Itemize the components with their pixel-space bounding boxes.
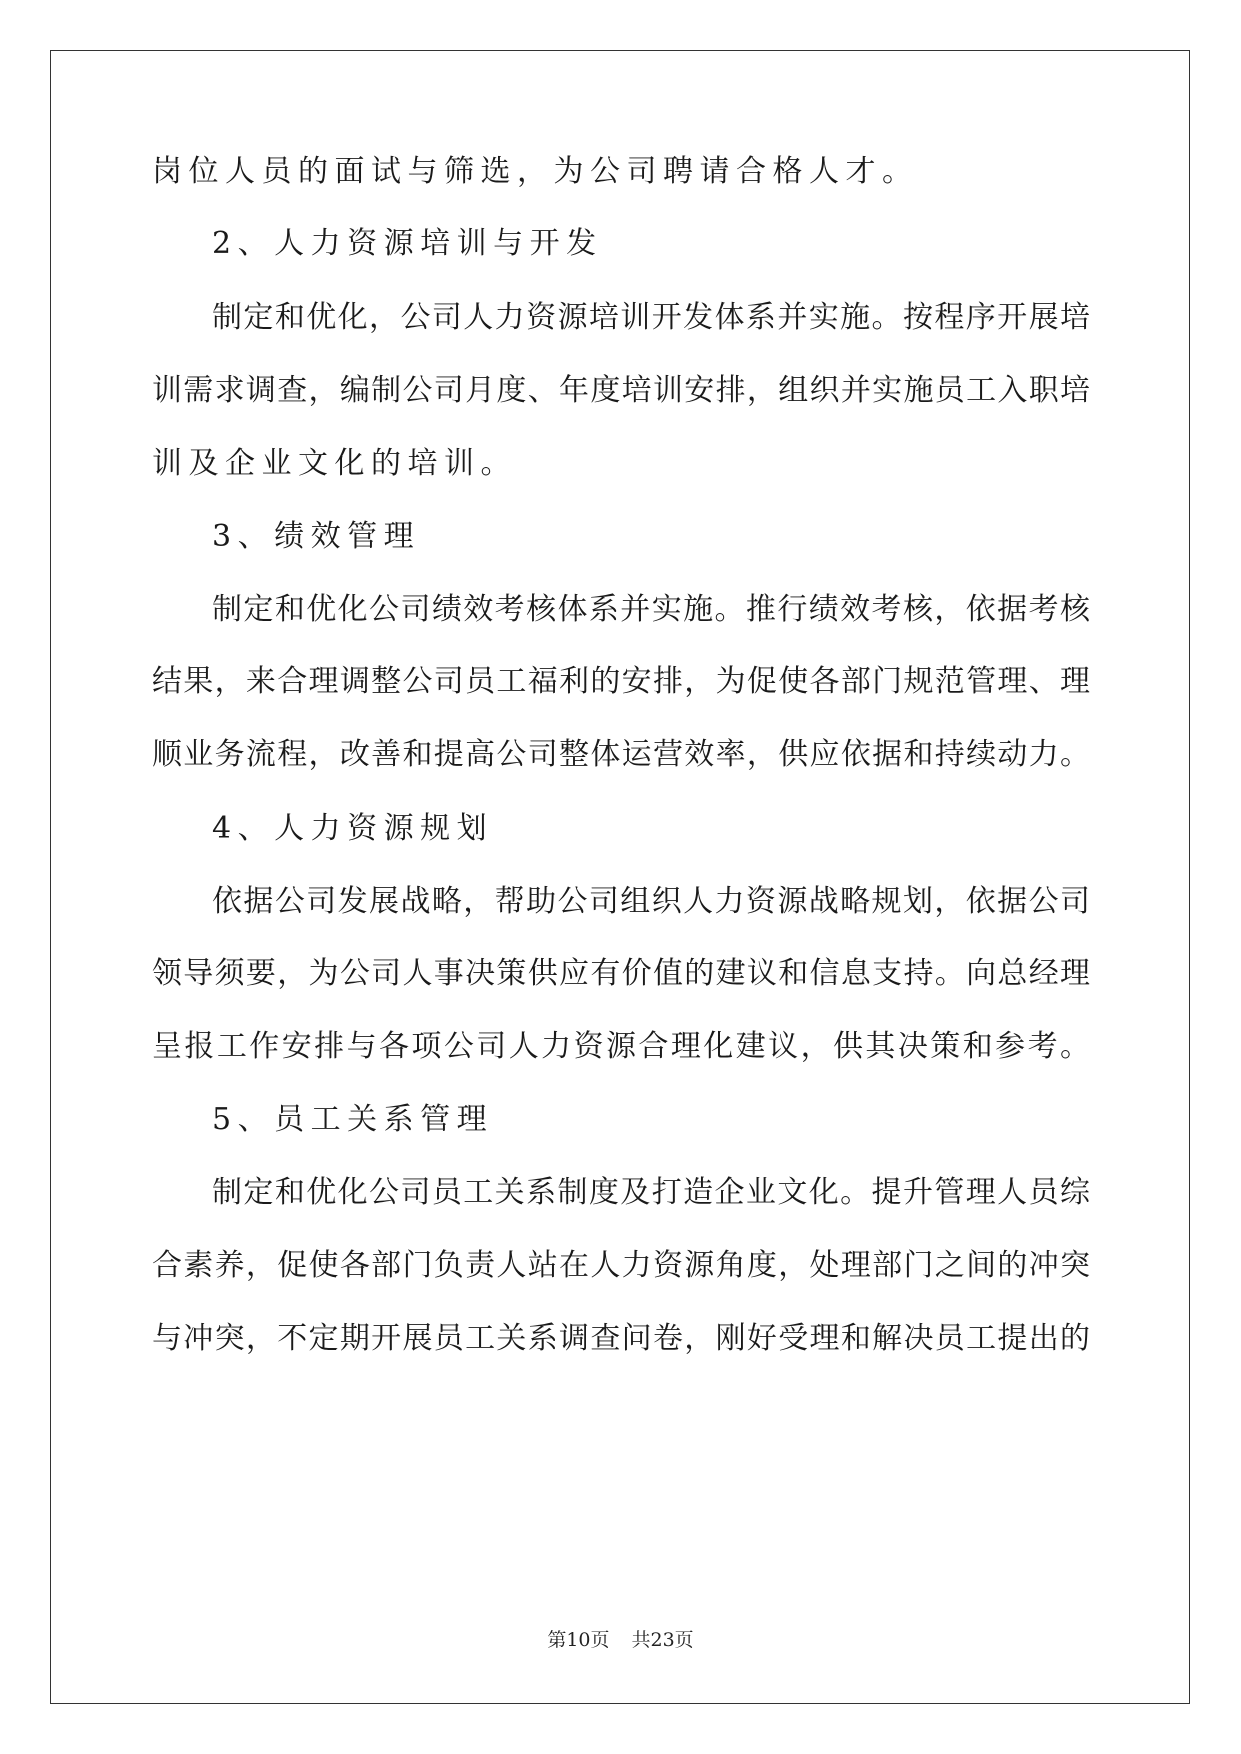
section-heading: 2、人力资源培训与开发	[212, 226, 603, 261]
section-heading: 3、绩效管理	[212, 519, 421, 554]
paragraph-line: 顺业务流程，改善和提高公司整体运营效率，供应依据和持续动力。	[152, 737, 1090, 772]
paragraph-line: 岗位人员的面试与筛选，为公司聘请合格人才。	[152, 154, 919, 189]
paragraph-line: 与冲突，不定期开展员工关系调查问卷，刚好受理和解决员工提出的	[152, 1321, 1090, 1356]
paragraph-line: 依据公司发展战略，帮助公司组织人力资源战略规划，依据公司	[212, 884, 1090, 919]
page-number: 第10页	[547, 1629, 610, 1651]
paragraph-line: 训及企业文化的培训。	[152, 446, 517, 481]
paragraph-line: 领导须要，为公司人事决策供应有价值的建议和信息支持。向总经理	[152, 956, 1090, 991]
section-heading: 4、人力资源规划	[212, 811, 494, 846]
paragraph-line: 制定和优化公司绩效考核体系并实施。推行绩效考核，依据考核	[212, 592, 1090, 627]
paragraph-line: 制定和优化公司员工关系制度及打造企业文化。提升管理人员综	[212, 1175, 1090, 1210]
section-heading: 5、员工关系管理	[212, 1102, 494, 1137]
paragraph-line: 制定和优化，公司人力资源培训开发体系并实施。按程序开展培	[212, 300, 1090, 335]
paragraph-line: 呈报工作安排与各项公司人力资源合理化建议，供其决策和参考。	[152, 1029, 1090, 1064]
paragraph-line: 训需求调查，编制公司月度、年度培训安排，组织并实施员工入职培	[152, 373, 1090, 408]
paragraph-line: 合素养，促使各部门负责人站在人力资源角度，处理部门之间的冲突	[152, 1248, 1090, 1283]
page-total: 共23页	[631, 1629, 694, 1651]
page-footer	[0, 1628, 1241, 1652]
paragraph-line: 结果，来合理调整公司员工福利的安排，为促使各部门规范管理、理	[152, 664, 1090, 699]
